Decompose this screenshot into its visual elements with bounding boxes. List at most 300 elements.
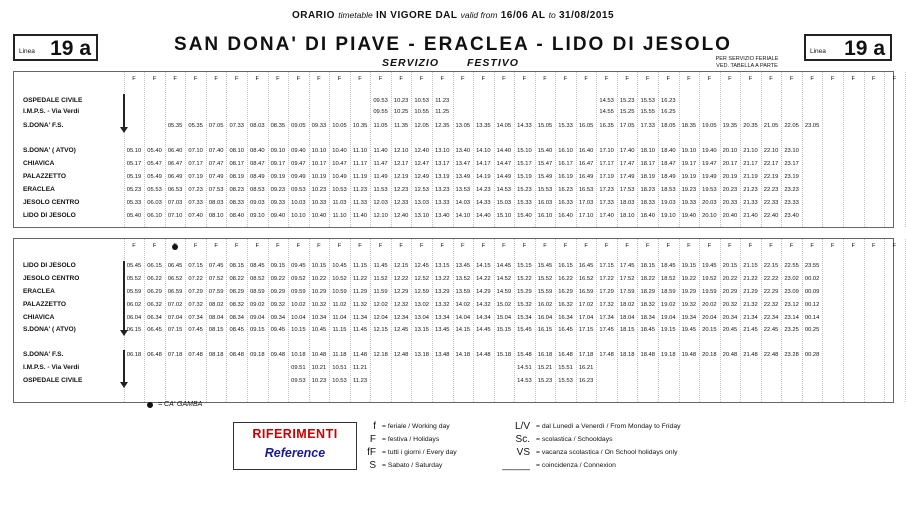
service-flag: F	[625, 76, 629, 82]
departure-time: 07.02	[167, 302, 183, 308]
departure-time: 13.10	[414, 213, 429, 219]
departure-time: 16.05	[578, 123, 594, 129]
departure-time: 13.18	[414, 352, 429, 358]
departure-time: 20.02	[702, 302, 717, 308]
to-label: to	[548, 10, 556, 20]
departure-time: 20.04	[702, 315, 717, 321]
departure-time: 18.02	[619, 302, 635, 308]
legend-subtitle: Reference	[264, 446, 326, 460]
service-flag: F	[748, 243, 753, 249]
departure-time: 11.02	[332, 302, 347, 308]
departure-time: 15.40	[537, 148, 553, 154]
departure-time: 11.04	[332, 315, 347, 321]
departure-time: 12.48	[393, 352, 409, 358]
service-flag: F	[810, 76, 814, 82]
service-flag: F	[296, 76, 301, 82]
legend-desc: = tutti i giorni / Every day	[382, 449, 457, 456]
departure-time: 10.59	[332, 289, 347, 295]
departure-time: 12.33	[393, 200, 409, 206]
departure-time: 18.05	[661, 123, 676, 129]
departure-time: 15.45	[537, 263, 553, 269]
departure-time: 23.09	[784, 289, 799, 295]
departure-time: 06.02	[126, 302, 142, 308]
departure-time: 16.15	[537, 327, 553, 333]
departure-time: 21.34	[743, 315, 758, 321]
departure-time: 14.33	[517, 123, 532, 129]
departure-time: 11.40	[353, 213, 368, 219]
departure-time: 15.17	[517, 161, 532, 167]
departure-time: 05.59	[126, 289, 142, 295]
departure-time: 06.47	[167, 161, 183, 167]
departure-time: 15.53	[640, 98, 655, 104]
departure-time: 08.03	[208, 200, 224, 206]
departure-time: 22.55	[784, 263, 799, 269]
servizio-label: SERVIZIO	[382, 57, 440, 69]
departure-time: 20.18	[702, 352, 717, 358]
departure-time: 08.45	[250, 263, 265, 269]
service-flag: F	[276, 243, 280, 249]
stop-name: CHIAVICA	[23, 160, 55, 167]
departure-time: 15.21	[537, 365, 553, 371]
departure-time: 11.25	[435, 109, 450, 115]
stop-name: PALAZZETTO	[23, 301, 66, 308]
departure-time: 18.53	[661, 187, 676, 193]
departure-time: 11.23	[353, 187, 368, 193]
departure-time: 10.10	[311, 148, 327, 154]
departure-time: 19.29	[681, 289, 697, 295]
departure-time: 13.35	[476, 123, 491, 129]
departure-time: 17.33	[599, 200, 614, 206]
service-flag: F	[399, 243, 403, 249]
departure-time: 13.45	[455, 263, 471, 269]
departure-time: 15.03	[496, 200, 512, 206]
departure-time: 16.23	[578, 378, 594, 384]
departure-time: 16.19	[558, 174, 573, 180]
departure-time: 08.34	[229, 315, 244, 321]
departure-time: 11.18	[332, 352, 347, 358]
departure-time: 17.04	[578, 315, 594, 321]
departure-time: 16.04	[537, 315, 553, 321]
date-from: 16/06	[500, 10, 529, 21]
departure-time: 23.14	[784, 315, 799, 321]
departure-time: 16.59	[578, 289, 594, 295]
departure-time: 08.40	[229, 213, 244, 219]
departure-time: 12.03	[373, 200, 388, 206]
departure-time: 19.45	[681, 327, 697, 333]
departure-time: 14.48	[476, 352, 491, 358]
departure-time: 13.19	[434, 174, 450, 180]
departure-time: 19.19	[681, 174, 697, 180]
linea-word: Linea	[810, 48, 826, 55]
departure-time: 18.23	[640, 187, 655, 193]
service-flag: F	[563, 76, 568, 82]
departure-time: 07.33	[229, 123, 244, 129]
service-flag: F	[810, 243, 814, 249]
departure-time: 11.40	[373, 148, 388, 154]
departure-time: 15.33	[517, 200, 532, 206]
departure-time: 15.51	[558, 365, 573, 371]
departure-time: 14.10	[476, 148, 491, 154]
departure-time: 16.15	[558, 263, 573, 269]
departure-time: 13.59	[455, 289, 471, 295]
departure-time: 18.04	[619, 315, 635, 321]
departure-time: 15.53	[537, 187, 553, 193]
departure-time: 10.15	[291, 327, 306, 333]
departure-time: 18.49	[661, 174, 676, 180]
departure-time: 14.40	[496, 148, 512, 154]
service-flag: F	[378, 76, 383, 82]
departure-time: 14.34	[476, 315, 491, 321]
stop-name: JESOLO CENTRO	[23, 199, 80, 206]
legend-key: L/V	[514, 421, 530, 432]
departure-time: 12.32	[393, 302, 409, 308]
departure-time: 18.52	[661, 276, 676, 282]
departure-time: 17.45	[599, 327, 614, 333]
departure-time: 07.47	[208, 161, 224, 167]
departure-time: 11.34	[353, 315, 368, 321]
departure-time: 08.02	[208, 302, 224, 308]
departure-time: 15.10	[496, 213, 512, 219]
departure-time: 10.48	[311, 352, 327, 358]
departure-time: 18.59	[661, 289, 676, 295]
departure-time: 15.53	[558, 378, 573, 384]
legend-key: Sc.	[515, 434, 530, 445]
departure-time: 09.48	[270, 352, 286, 358]
departure-time: 07.10	[167, 213, 183, 219]
departure-time: 20.10	[722, 148, 738, 154]
departure-time: 19.48	[681, 352, 697, 358]
departure-time: 16.45	[558, 327, 573, 333]
service-flag: F	[625, 243, 629, 249]
service-flag: F	[851, 76, 856, 82]
service-flag: F	[892, 76, 897, 82]
legend-desc: = coincidenza / Connexion	[536, 462, 616, 469]
departure-time: 08.23	[229, 187, 244, 193]
service-flag: F	[543, 243, 547, 249]
service-flag: F	[707, 243, 712, 249]
departure-time: 13.40	[455, 148, 471, 154]
linea-number: 19 a	[50, 37, 91, 60]
departure-time: 08.33	[229, 200, 244, 206]
departure-time: 15.15	[517, 263, 532, 269]
departure-time: 12.49	[414, 174, 429, 180]
departure-time: 06.15	[147, 263, 162, 269]
service-flag: F	[337, 243, 342, 249]
departure-time: 17.40	[619, 148, 635, 154]
departure-time: 18.45	[640, 327, 655, 333]
departure-time: 14.53	[517, 378, 532, 384]
departure-time: 18.18	[619, 352, 635, 358]
service-flag: F	[461, 76, 465, 82]
departure-time: 18.34	[640, 315, 655, 321]
service-flag: F	[666, 76, 671, 82]
departure-time: 22.34	[763, 315, 779, 321]
departure-time: 09.34	[270, 315, 286, 321]
departure-time: 09.40	[291, 148, 306, 154]
departure-time: 14.55	[599, 109, 614, 115]
departure-time: 16.34	[558, 315, 573, 321]
departure-time: 09.04	[250, 315, 265, 321]
departure-time: 15.55	[640, 109, 655, 115]
stop-name: LIDO DI JESOLO	[23, 212, 76, 219]
departure-time: 11.19	[353, 174, 368, 180]
departure-time: 12.02	[373, 302, 388, 308]
departure-time: 18.29	[640, 289, 655, 295]
departure-time: 20.35	[743, 123, 758, 129]
departure-time: 23.23	[784, 187, 799, 193]
departure-time: 19.23	[681, 187, 697, 193]
departure-time: 07.23	[188, 187, 203, 193]
departure-time: 15.34	[517, 315, 532, 321]
departure-time: 23.10	[784, 148, 799, 154]
departure-time: 11.05	[373, 123, 388, 129]
legend-desc: = feriale / Working day	[382, 423, 450, 430]
departure-time: 09.23	[270, 187, 286, 193]
departure-time: 14.52	[496, 276, 512, 282]
departure-time: 10.29	[311, 289, 327, 295]
departure-time: 07.32	[188, 302, 203, 308]
legend-title: RIFERIMENTI	[252, 427, 338, 441]
departure-time: 12.19	[393, 174, 409, 180]
departure-time: 22.05	[784, 123, 799, 129]
date-to: 31/08/2015	[559, 10, 615, 21]
departure-time: 17.02	[578, 302, 594, 308]
departure-time: 14.02	[455, 302, 471, 308]
service-flag: F	[830, 76, 835, 82]
departure-time: 06.22	[147, 276, 162, 282]
departure-time: 10.40	[311, 213, 327, 219]
departure-time: 13.02	[414, 302, 429, 308]
departure-time: 07.40	[188, 213, 203, 219]
departure-time: 09.33	[270, 200, 286, 206]
departure-time: 13.03	[414, 200, 429, 206]
departure-time: 14.51	[517, 365, 532, 371]
departure-time: 16.21	[578, 365, 594, 371]
departure-time: 09.53	[291, 378, 306, 384]
departure-time: 08.52	[250, 276, 265, 282]
departure-time: 15.48	[517, 352, 532, 358]
service-flag: F	[296, 243, 301, 249]
service-flag: F	[481, 243, 486, 249]
departure-time: 10.04	[291, 315, 306, 321]
legend-key: S	[369, 460, 376, 471]
service-flag: F	[604, 243, 609, 249]
departure-time: 20.10	[702, 213, 717, 219]
departure-time: 23.25	[784, 327, 799, 333]
departure-time: 05.47	[147, 161, 162, 167]
departure-time: 11.33	[353, 200, 368, 206]
departure-time: 08.53	[250, 187, 265, 193]
departure-time: 13.45	[434, 327, 450, 333]
departure-time: 17.34	[599, 315, 614, 321]
departure-time: 16.10	[537, 213, 553, 219]
departure-time: 07.52	[208, 276, 224, 282]
departure-time: 17.15	[599, 263, 614, 269]
departure-time: 13.29	[434, 289, 450, 295]
departure-time: 20.32	[722, 302, 738, 308]
service-flag: F	[317, 243, 321, 249]
service-flag: F	[687, 243, 691, 249]
departure-time: 20.22	[722, 276, 738, 282]
departure-time: 14.32	[476, 302, 491, 308]
departure-time: 07.45	[188, 327, 203, 333]
service-flag: F	[255, 243, 260, 249]
departure-time: 07.15	[167, 327, 183, 333]
departure-time: 23.33	[784, 200, 799, 206]
valid-from-label: valid from	[460, 10, 498, 20]
departure-time: 10.53	[414, 98, 429, 104]
service-flag: F	[214, 76, 218, 82]
service-flag: F	[461, 243, 465, 249]
departure-time: 20.48	[722, 352, 738, 358]
departure-time: 11.23	[353, 378, 368, 384]
departure-time: 06.10	[147, 213, 162, 219]
departure-time: 00.14	[804, 315, 820, 321]
departure-time: 11.22	[353, 276, 368, 282]
departure-time: 15.23	[517, 187, 532, 193]
departure-time: 10.35	[352, 123, 368, 129]
departure-time: 05.35	[167, 123, 183, 129]
departure-time: 16.17	[558, 161, 573, 167]
departure-time: 14.18	[455, 352, 471, 358]
departure-time: 09.22	[270, 276, 286, 282]
departure-time: 06.29	[147, 289, 162, 295]
departure-time: 06.03	[147, 200, 162, 206]
legend-desc: = vacanza scolastica / On School holidays only	[536, 449, 678, 456]
stop-name: ERACLEA	[23, 288, 55, 295]
departure-time: 13.34	[434, 315, 450, 321]
departure-time: 16.10	[558, 148, 573, 154]
service-flag: F	[645, 76, 650, 82]
service-flag: F	[584, 243, 588, 249]
departure-time: 00.28	[804, 352, 820, 358]
departure-time: 11.59	[373, 289, 388, 295]
service-flag: F	[132, 76, 136, 82]
departure-time: 14.17	[476, 161, 491, 167]
service-flag: F	[687, 76, 691, 82]
departure-time: 18.32	[640, 302, 655, 308]
departure-time: 20.19	[722, 174, 738, 180]
departure-time: 16.23	[661, 98, 676, 104]
departure-time: 13.48	[434, 352, 450, 358]
service-flag: F	[728, 243, 732, 249]
departure-time: 19.15	[661, 327, 676, 333]
departure-time: 10.34	[311, 315, 327, 321]
departure-time: 15.02	[496, 302, 512, 308]
departure-time: 07.03	[167, 200, 183, 206]
legend-desc: = Sabato / Saturday	[382, 462, 443, 469]
departure-time: 22.15	[763, 263, 779, 269]
departure-time: 13.53	[455, 187, 471, 193]
departure-time: 09.52	[291, 276, 306, 282]
departure-time: 08.45	[229, 327, 244, 333]
departure-time: 07.04	[167, 315, 183, 321]
departure-time: 10.45	[311, 327, 327, 333]
departure-time: 10.55	[414, 109, 429, 115]
departure-time: 10.02	[291, 302, 306, 308]
departure-time: 12.10	[373, 213, 388, 219]
departure-time: 16.47	[578, 161, 594, 167]
departure-time: 17.03	[578, 200, 594, 206]
legend-key: VS	[516, 447, 530, 458]
departure-time: 20.40	[722, 213, 738, 219]
departure-time: 16.25	[661, 109, 676, 115]
departure-time: 19.02	[661, 302, 676, 308]
departure-time: 08.49	[250, 174, 265, 180]
departure-time: 14.23	[476, 187, 491, 193]
departure-time: 18.47	[661, 161, 676, 167]
departure-time: 19.47	[702, 161, 717, 167]
departure-time: 12.40	[414, 148, 429, 154]
departure-time: 12.34	[393, 315, 409, 321]
departure-time: 19.04	[661, 315, 676, 321]
departure-time: 18.03	[619, 200, 635, 206]
departure-time: 16.18	[537, 352, 553, 358]
departure-time: 20.15	[702, 327, 717, 333]
departure-time: 10.18	[291, 352, 306, 358]
departure-time: 19.18	[661, 352, 676, 358]
departure-time: 16.03	[537, 200, 553, 206]
departure-time: 15.15	[496, 327, 512, 333]
departure-time: 19.03	[661, 200, 676, 206]
departure-time: 10.23	[393, 98, 409, 104]
departure-time: 11.17	[353, 161, 368, 167]
departure-time: 07.10	[188, 148, 203, 154]
departure-time: 07.19	[188, 174, 203, 180]
departure-time: 14.45	[496, 263, 512, 269]
departure-time: 18.10	[619, 213, 635, 219]
departure-time: 05.33	[126, 200, 142, 206]
departure-time: 00.09	[804, 289, 820, 295]
service-flag: F	[337, 76, 342, 82]
departure-time: 20.15	[722, 263, 738, 269]
service-flag: F	[419, 243, 424, 249]
departure-time: 15.10	[517, 148, 532, 154]
departure-time: 23.40	[784, 213, 799, 219]
departure-time: 20.23	[722, 187, 738, 193]
service-flag: F	[604, 76, 609, 82]
departure-time: 07.15	[188, 263, 203, 269]
stop-name: LIDO DI JESOLO	[23, 262, 76, 269]
departure-time: 18.45	[661, 263, 676, 269]
service-flag: F	[440, 243, 445, 249]
departure-time: 14.10	[455, 213, 471, 219]
departure-time: 13.23	[434, 187, 450, 193]
departure-time: 09.10	[250, 213, 265, 219]
departure-time: 05.35	[188, 123, 203, 129]
departure-time: 06.52	[167, 276, 183, 282]
departure-time: 11.32	[353, 302, 368, 308]
legend-key: _____	[502, 460, 530, 471]
departure-time: 12.40	[393, 213, 409, 219]
departure-time: 10.51	[332, 365, 347, 371]
departure-time: 07.22	[188, 276, 203, 282]
departure-time: 22.19	[763, 174, 779, 180]
departure-time: 21.17	[743, 161, 758, 167]
service-flag: F	[317, 76, 321, 82]
departure-time: 17.23	[599, 187, 614, 193]
departure-time: 06.48	[147, 352, 162, 358]
service-flag: F	[132, 243, 136, 249]
service-flag: F	[666, 243, 671, 249]
departure-time: 09.59	[291, 289, 306, 295]
departure-time: 16.23	[558, 187, 573, 193]
departure-time: 10.47	[332, 161, 347, 167]
departure-time: 18.33	[640, 200, 655, 206]
departure-time: 09.33	[311, 123, 327, 129]
departure-time: 12.45	[414, 263, 429, 269]
stop-name: S.DONA' F.S.	[23, 122, 64, 129]
